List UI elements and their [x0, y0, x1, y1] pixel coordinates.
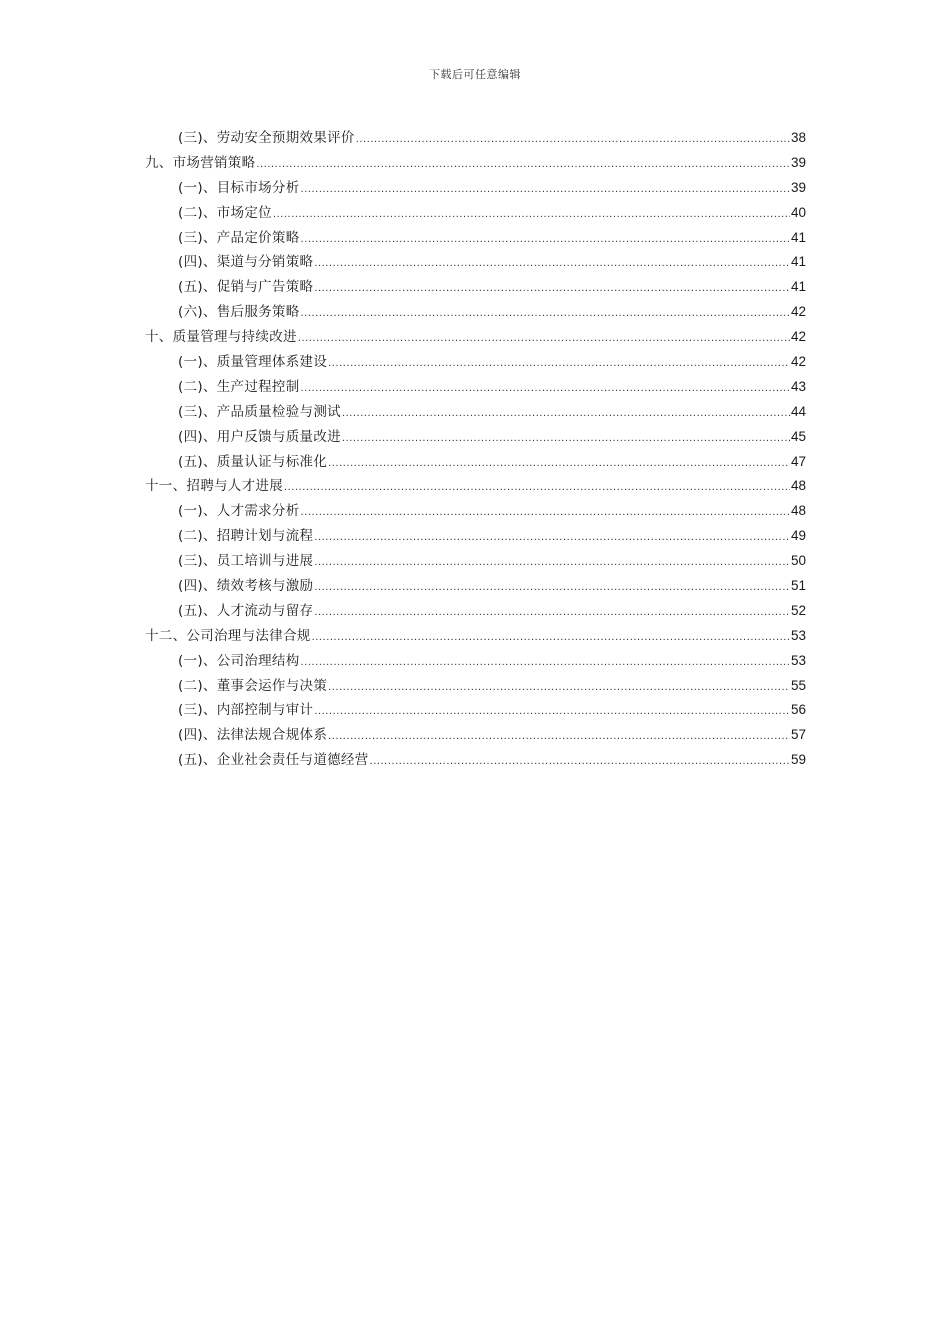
toc-page-number: 41 [790, 254, 806, 270]
toc-page-number: 39 [790, 154, 806, 170]
toc-page-number: 42 [790, 304, 806, 320]
toc-page-number: 51 [790, 578, 806, 594]
toc-entry-title: (三)、产品定价策略 [178, 229, 300, 246]
toc-dot-leader [301, 376, 790, 401]
toc-page-number: 55 [790, 677, 806, 693]
toc-entry[interactable] [145, 176, 806, 201]
toc-entry-title: 九、市场营销策略 [145, 154, 256, 171]
toc-entry-title: 十二、公司治理与法律合规 [145, 627, 311, 644]
toc-entry-title: (四)、渠道与分销策略 [178, 254, 314, 271]
toc-dot-leader [298, 326, 790, 351]
toc-entry[interactable] [145, 549, 806, 574]
toc-entry-title: (五)、人才流动与留存 [178, 602, 314, 619]
toc-entry[interactable] [145, 698, 806, 723]
toc-entry[interactable] [145, 151, 806, 176]
toc-entry[interactable] [145, 450, 806, 475]
toc-entry-title: (一)、人才需求分析 [178, 503, 300, 520]
toc-page-number: 42 [790, 354, 806, 370]
toc-page-number: 49 [790, 528, 806, 544]
toc-page-number: 38 [790, 130, 806, 145]
toc-dot-leader [356, 127, 790, 152]
toc-entry[interactable] [145, 300, 806, 325]
toc-entry[interactable] [145, 226, 806, 251]
toc-entry[interactable] [145, 126, 806, 151]
toc-entry-title: (四)、绩效考核与激励 [178, 578, 314, 595]
toc-page-number: 57 [790, 727, 806, 743]
toc-dot-leader [328, 724, 790, 749]
toc-dot-leader [301, 650, 790, 675]
toc-entry-title: (一)、质量管理体系建设 [178, 354, 328, 371]
toc-entry-title: (三)、产品质量检验与测试 [178, 403, 341, 420]
toc-page-number: 53 [790, 627, 806, 643]
toc-page-number: 48 [790, 478, 806, 494]
toc-dot-leader [328, 675, 790, 700]
toc-entry-title: (一)、公司治理结构 [178, 652, 300, 669]
toc-entry-title: (三)、内部控制与审计 [178, 702, 314, 719]
toc-entry[interactable] [145, 400, 806, 425]
toc-dot-leader [328, 451, 790, 476]
toc-page-number: 47 [790, 453, 806, 469]
page-header: 下载后可任意编辑 [429, 68, 521, 81]
toc-entry[interactable] [145, 250, 806, 275]
toc-entry[interactable] [145, 325, 806, 350]
toc-entry[interactable] [145, 201, 806, 226]
toc-dot-leader [342, 401, 790, 426]
toc-dot-leader [314, 276, 790, 301]
toc-entry[interactable] [145, 474, 806, 499]
toc-page-number: 45 [790, 428, 806, 444]
toc-entry-title: (六)、售后服务策略 [178, 304, 300, 321]
toc-dot-leader [301, 177, 790, 202]
toc-entry[interactable] [145, 499, 806, 524]
table-of-contents [145, 126, 806, 773]
toc-entry-title: (一)、目标市场分析 [178, 179, 300, 196]
toc-page-number: 56 [790, 702, 806, 718]
toc-entry-title: (四)、法律法规合规体系 [178, 727, 328, 744]
toc-dot-leader [301, 227, 790, 252]
toc-dot-leader [370, 749, 790, 774]
toc-entry[interactable] [145, 425, 806, 450]
toc-entry[interactable] [145, 275, 806, 300]
toc-entry-title: (三)、劳动安全预期效果评价 [178, 130, 355, 146]
toc-dot-leader [314, 600, 790, 625]
toc-dot-leader [301, 301, 790, 326]
toc-entry-title: (二)、市场定位 [178, 204, 272, 221]
toc-entry-title: 十、质量管理与持续改进 [145, 329, 297, 346]
toc-entry[interactable] [145, 574, 806, 599]
toc-page-number: 48 [790, 503, 806, 519]
toc-page-number: 41 [790, 279, 806, 295]
toc-dot-leader [301, 500, 790, 525]
toc-dot-leader [256, 152, 790, 177]
toc-page-number: 50 [790, 553, 806, 569]
toc-page-number: 53 [790, 652, 806, 668]
toc-page-number: 59 [790, 752, 806, 768]
toc-page-number: 41 [790, 229, 806, 245]
toc-entry-title: (五)、促销与广告策略 [178, 279, 314, 296]
toc-entry-title: (二)、生产过程控制 [178, 378, 300, 395]
toc-entry[interactable] [145, 624, 806, 649]
toc-dot-leader [314, 699, 790, 724]
toc-page-number: 39 [790, 179, 806, 195]
toc-dot-leader [314, 251, 790, 276]
toc-entry-title: 十一、招聘与人才进展 [145, 478, 283, 495]
toc-dot-leader [273, 202, 790, 227]
toc-dot-leader [314, 525, 790, 550]
toc-dot-leader [328, 351, 790, 376]
toc-entry[interactable] [145, 375, 806, 400]
toc-dot-leader [312, 625, 790, 650]
toc-entry[interactable] [145, 599, 806, 624]
toc-entry-title: (二)、董事会运作与决策 [178, 677, 328, 694]
toc-entry[interactable] [145, 723, 806, 748]
toc-entry[interactable] [145, 748, 806, 773]
toc-entry[interactable] [145, 524, 806, 549]
toc-entry[interactable] [145, 649, 806, 674]
toc-dot-leader [284, 475, 790, 500]
toc-entry[interactable] [145, 674, 806, 699]
toc-entry[interactable] [145, 350, 806, 375]
toc-page-number: 40 [790, 204, 806, 220]
toc-entry-title: (三)、员工培训与进展 [178, 553, 314, 570]
toc-page-number: 44 [790, 403, 806, 419]
toc-entry-title: (二)、招聘计划与流程 [178, 528, 314, 545]
toc-page-number: 42 [790, 329, 806, 345]
toc-page-number: 43 [790, 378, 806, 394]
toc-entry-title: (四)、用户反馈与质量改进 [178, 428, 341, 445]
toc-dot-leader [314, 550, 790, 575]
toc-dot-leader [342, 426, 790, 451]
toc-page-number: 52 [790, 602, 806, 618]
toc-entry-title: (五)、质量认证与标准化 [178, 453, 328, 470]
toc-entry-title: (五)、企业社会责任与道德经营 [178, 752, 369, 769]
toc-dot-leader [314, 575, 790, 600]
